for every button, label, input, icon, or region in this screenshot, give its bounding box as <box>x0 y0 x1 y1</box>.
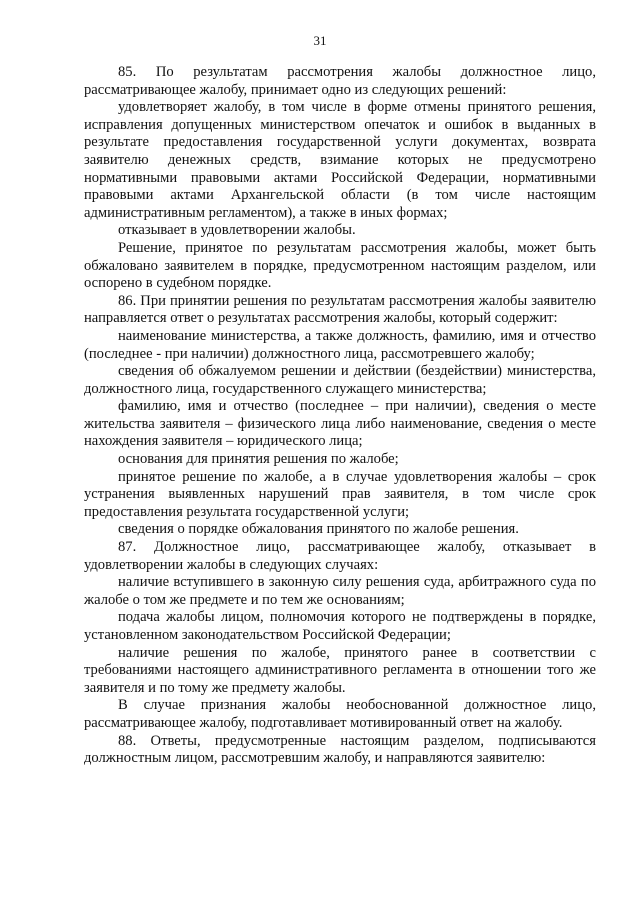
list-item: сведения о порядке обжалования принятого по жалобе решения. <box>118 521 519 538</box>
list-item: принятое решение по жалобе, а в случае удовлетворения жалобы – срок устранения выявленных нарушений прав заявителя, в том числе срок предоставления результата государственной услуги; <box>84 468 596 520</box>
paragraph: В случае признания жалобы необоснованной должностное лицо, рассматривающее жалобу, подготавливает мотивированный ответ на жалобу. <box>84 697 596 731</box>
paragraph-87: 87. Должностное лицо, рассматривающее жалобу, отказывает в удовлетворении жалобы в следующих случаях: <box>84 539 596 573</box>
list-item: наличие вступившего в законную силу решения суда, арбитражного суда по жалобе о том же предмете и по тем же основаниям; <box>84 574 596 608</box>
paragraph-86: 86. При принятии решения по результатам рассмотрения жалобы заявителю направляется ответ о результатах рассмотрения жалобы, который содержит: <box>84 292 596 327</box>
paragraph: Решение, принятое по результатам рассмотрения жалобы, может быть обжаловано заявителем в порядке, предусмотренном настоящим разделом, или оспорено в судебном порядке. <box>84 239 596 292</box>
list-item: фамилию, имя и отчество (последнее – при наличии), сведения о месте жительства заявителя – физического лица либо наименование, сведения о месте нахождения заявителя – юридического лица; <box>84 398 596 450</box>
list-item: сведения об обжалуемом решении и действии (бездействии) министерства, должностного лица, государственного служащего министерства; <box>84 363 596 397</box>
paragraph-88: 88. Ответы, предусмотренные настоящим разделом, подписываются должностным лицом, рассмотревшим жалобу, и направляются заявителю: <box>84 732 596 767</box>
document-body <box>84 64 596 768</box>
page-number: 31 <box>313 33 327 48</box>
list-item: удовлетворяет жалобу, в том числе в форме отмены принятого решения, исправления допущенных министерством опечаток и ошибок в выданных в результате предоставления государственной услуги документах, возврата заявителю денежных средств, взимание которых не предусмотрено нормативными правовыми актами Российской Федерации, нормативными правовыми актами Архангельской области (в том числе настоящим административным регламентом), а также в иных формах; <box>84 99 596 221</box>
paragraph-85: 85. По результатам рассмотрения жалобы должностное лицо, рассматривающее жалобу, принимает одно из следующих решений: <box>84 64 596 98</box>
list-item: наименование министерства, а также должность, фамилию, имя и отчество (последнее - при наличии) должностного лица, рассмотревшего жалобу; <box>84 327 596 362</box>
list-item: подача жалобы лицом, полномочия которого не подтверждены в порядке, установленном законодательством Российской Федерации; <box>84 609 596 643</box>
list-item: отказывает в удовлетворении жалобы. <box>118 222 356 239</box>
list-item: основания для принятия решения по жалобе; <box>118 451 399 468</box>
list-item: наличие решения по жалобе, принятого ранее в соответствии с требованиями настоящего административного регламента в отношении того же заявителя и по тому же предмету жалобы. <box>84 644 596 696</box>
